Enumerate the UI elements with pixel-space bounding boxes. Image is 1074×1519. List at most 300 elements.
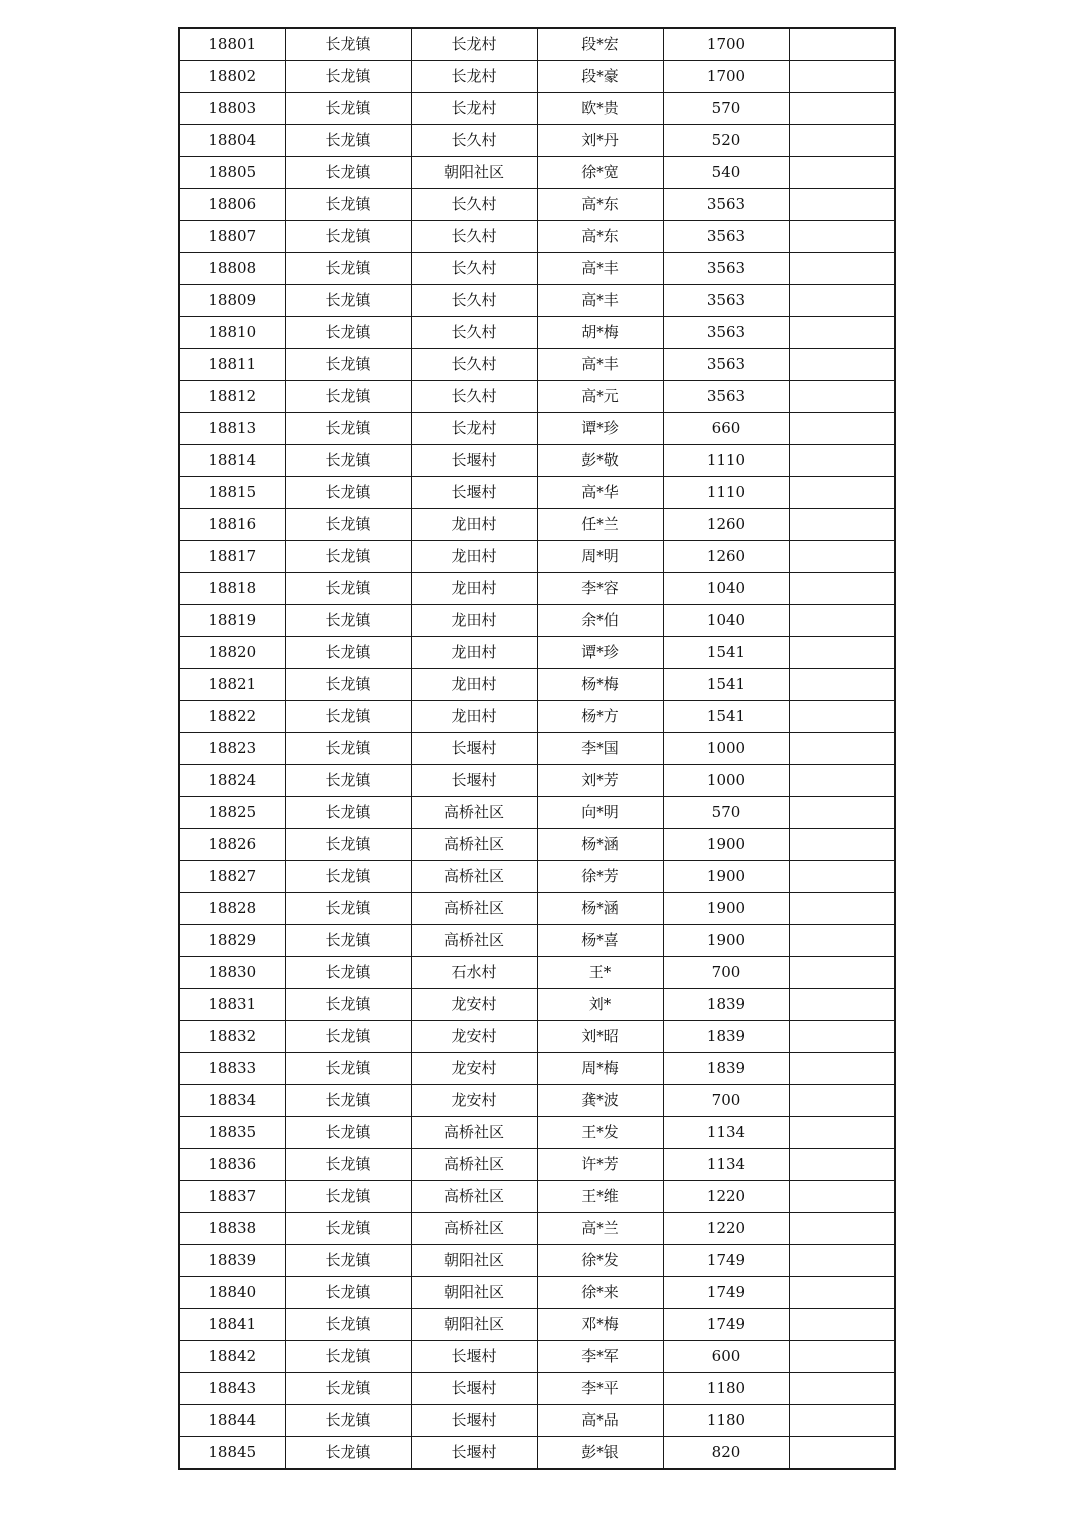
village-cell: 龙田村 xyxy=(411,605,537,637)
data-table xyxy=(178,27,896,1470)
table-row xyxy=(179,541,895,573)
town-cell: 长龙镇 xyxy=(285,1341,411,1373)
name-cell: 王*维 xyxy=(537,1181,663,1213)
town-cell: 长龙镇 xyxy=(285,765,411,797)
table-row xyxy=(179,957,895,989)
note-cell xyxy=(789,221,895,253)
town-cell: 长龙镇 xyxy=(285,509,411,541)
record-number-cell: 18832 xyxy=(179,1021,285,1053)
amount-cell: 1180 xyxy=(663,1373,789,1405)
name-cell: 余*伯 xyxy=(537,605,663,637)
note-cell xyxy=(789,573,895,605)
town-cell: 长龙镇 xyxy=(285,829,411,861)
town-cell: 长龙镇 xyxy=(285,1181,411,1213)
record-number-cell: 18837 xyxy=(179,1181,285,1213)
note-cell xyxy=(789,413,895,445)
record-number-cell: 18842 xyxy=(179,1341,285,1373)
note-cell xyxy=(789,893,895,925)
record-number-cell: 18834 xyxy=(179,1085,285,1117)
amount-cell: 520 xyxy=(663,125,789,157)
village-cell: 长堰村 xyxy=(411,1437,537,1470)
table-row xyxy=(179,1405,895,1437)
village-cell: 长龙村 xyxy=(411,93,537,125)
record-number-cell: 18807 xyxy=(179,221,285,253)
village-cell: 高桥社区 xyxy=(411,1213,537,1245)
village-cell: 龙安村 xyxy=(411,1053,537,1085)
name-cell: 刘*昭 xyxy=(537,1021,663,1053)
record-number-cell: 18801 xyxy=(179,28,285,61)
town-cell: 长龙镇 xyxy=(285,541,411,573)
name-cell: 向*明 xyxy=(537,797,663,829)
amount-cell: 1839 xyxy=(663,1053,789,1085)
town-cell: 长龙镇 xyxy=(285,317,411,349)
amount-cell: 1000 xyxy=(663,733,789,765)
note-cell xyxy=(789,1181,895,1213)
record-number-cell: 18824 xyxy=(179,765,285,797)
name-cell: 杨*涵 xyxy=(537,893,663,925)
village-cell: 长堰村 xyxy=(411,1341,537,1373)
town-cell: 长龙镇 xyxy=(285,605,411,637)
record-number-cell: 18821 xyxy=(179,669,285,701)
village-cell: 朝阳社区 xyxy=(411,1245,537,1277)
town-cell: 长龙镇 xyxy=(285,797,411,829)
note-cell xyxy=(789,1053,895,1085)
village-cell: 朝阳社区 xyxy=(411,1277,537,1309)
town-cell: 长龙镇 xyxy=(285,413,411,445)
amount-cell: 1260 xyxy=(663,509,789,541)
record-number-cell: 18814 xyxy=(179,445,285,477)
amount-cell: 3563 xyxy=(663,317,789,349)
record-number-cell: 18810 xyxy=(179,317,285,349)
amount-cell: 1134 xyxy=(663,1149,789,1181)
town-cell: 长龙镇 xyxy=(285,957,411,989)
name-cell: 李*容 xyxy=(537,573,663,605)
amount-cell: 1839 xyxy=(663,1021,789,1053)
record-number-cell: 18843 xyxy=(179,1373,285,1405)
note-cell xyxy=(789,733,895,765)
village-cell: 高桥社区 xyxy=(411,861,537,893)
record-number-cell: 18828 xyxy=(179,893,285,925)
village-cell: 长龙村 xyxy=(411,413,537,445)
table-row xyxy=(179,1117,895,1149)
table-row xyxy=(179,1341,895,1373)
note-cell xyxy=(789,541,895,573)
village-cell: 石水村 xyxy=(411,957,537,989)
name-cell: 欧*贵 xyxy=(537,93,663,125)
name-cell: 谭*珍 xyxy=(537,637,663,669)
village-cell: 龙安村 xyxy=(411,1021,537,1053)
table-row xyxy=(179,1245,895,1277)
village-cell: 龙田村 xyxy=(411,701,537,733)
amount-cell: 1900 xyxy=(663,861,789,893)
table-row xyxy=(179,61,895,93)
town-cell: 长龙镇 xyxy=(285,669,411,701)
name-cell: 彭*银 xyxy=(537,1437,663,1470)
table-row xyxy=(179,829,895,861)
table-row xyxy=(179,157,895,189)
name-cell: 高*丰 xyxy=(537,253,663,285)
amount-cell: 3563 xyxy=(663,381,789,413)
table-row xyxy=(179,797,895,829)
amount-cell: 3563 xyxy=(663,221,789,253)
record-number-cell: 18836 xyxy=(179,1149,285,1181)
amount-cell: 1700 xyxy=(663,61,789,93)
note-cell xyxy=(789,957,895,989)
village-cell: 高桥社区 xyxy=(411,829,537,861)
town-cell: 长龙镇 xyxy=(285,1117,411,1149)
village-cell: 长久村 xyxy=(411,125,537,157)
record-number-cell: 18823 xyxy=(179,733,285,765)
record-number-cell: 18845 xyxy=(179,1437,285,1470)
name-cell: 刘* xyxy=(537,989,663,1021)
table-row xyxy=(179,1053,895,1085)
table-row xyxy=(179,93,895,125)
note-cell xyxy=(789,445,895,477)
name-cell: 李*平 xyxy=(537,1373,663,1405)
amount-cell: 600 xyxy=(663,1341,789,1373)
record-number-cell: 18820 xyxy=(179,637,285,669)
name-cell: 段*豪 xyxy=(537,61,663,93)
record-number-cell: 18819 xyxy=(179,605,285,637)
table-row xyxy=(179,445,895,477)
amount-cell: 1220 xyxy=(663,1213,789,1245)
village-cell: 长久村 xyxy=(411,381,537,413)
name-cell: 高*品 xyxy=(537,1405,663,1437)
name-cell: 许*芳 xyxy=(537,1149,663,1181)
note-cell xyxy=(789,349,895,381)
town-cell: 长龙镇 xyxy=(285,1373,411,1405)
note-cell xyxy=(789,477,895,509)
amount-cell: 660 xyxy=(663,413,789,445)
amount-cell: 1541 xyxy=(663,637,789,669)
village-cell: 长堰村 xyxy=(411,477,537,509)
town-cell: 长龙镇 xyxy=(285,221,411,253)
amount-cell: 1220 xyxy=(663,1181,789,1213)
note-cell xyxy=(789,1149,895,1181)
record-number-cell: 18817 xyxy=(179,541,285,573)
village-cell: 高桥社区 xyxy=(411,1149,537,1181)
amount-cell: 1700 xyxy=(663,28,789,61)
record-number-cell: 18815 xyxy=(179,477,285,509)
table-row xyxy=(179,349,895,381)
note-cell xyxy=(789,61,895,93)
note-cell xyxy=(789,189,895,221)
amount-cell: 1040 xyxy=(663,605,789,637)
amount-cell: 1260 xyxy=(663,541,789,573)
table-row xyxy=(179,701,895,733)
amount-cell: 1110 xyxy=(663,445,789,477)
village-cell: 龙安村 xyxy=(411,1085,537,1117)
amount-cell: 570 xyxy=(663,797,789,829)
village-cell: 长久村 xyxy=(411,349,537,381)
town-cell: 长龙镇 xyxy=(285,445,411,477)
table-row xyxy=(179,413,895,445)
amount-cell: 700 xyxy=(663,1085,789,1117)
amount-cell: 1110 xyxy=(663,477,789,509)
record-number-cell: 18831 xyxy=(179,989,285,1021)
amount-cell: 1900 xyxy=(663,925,789,957)
note-cell xyxy=(789,605,895,637)
town-cell: 长龙镇 xyxy=(285,1021,411,1053)
record-number-cell: 18811 xyxy=(179,349,285,381)
table-row xyxy=(179,765,895,797)
record-number-cell: 18833 xyxy=(179,1053,285,1085)
town-cell: 长龙镇 xyxy=(285,285,411,317)
record-number-cell: 18827 xyxy=(179,861,285,893)
record-number-cell: 18830 xyxy=(179,957,285,989)
amount-cell: 1000 xyxy=(663,765,789,797)
table-row xyxy=(179,253,895,285)
note-cell xyxy=(789,1021,895,1053)
name-cell: 刘*芳 xyxy=(537,765,663,797)
village-cell: 朝阳社区 xyxy=(411,157,537,189)
table-row xyxy=(179,1085,895,1117)
name-cell: 高*兰 xyxy=(537,1213,663,1245)
table-row xyxy=(179,1181,895,1213)
table-row xyxy=(179,28,895,61)
note-cell xyxy=(789,1213,895,1245)
name-cell: 高*东 xyxy=(537,221,663,253)
amount-cell: 540 xyxy=(663,157,789,189)
table-body xyxy=(179,28,895,1469)
record-number-cell: 18804 xyxy=(179,125,285,157)
town-cell: 长龙镇 xyxy=(285,1213,411,1245)
table-row xyxy=(179,1149,895,1181)
name-cell: 周*梅 xyxy=(537,1053,663,1085)
village-cell: 长久村 xyxy=(411,221,537,253)
name-cell: 高*丰 xyxy=(537,349,663,381)
village-cell: 长久村 xyxy=(411,317,537,349)
amount-cell: 1749 xyxy=(663,1277,789,1309)
village-cell: 长堰村 xyxy=(411,1373,537,1405)
name-cell: 任*兰 xyxy=(537,509,663,541)
record-number-cell: 18825 xyxy=(179,797,285,829)
note-cell xyxy=(789,797,895,829)
village-cell: 高桥社区 xyxy=(411,797,537,829)
town-cell: 长龙镇 xyxy=(285,637,411,669)
amount-cell: 1749 xyxy=(663,1309,789,1341)
note-cell xyxy=(789,701,895,733)
note-cell xyxy=(789,28,895,61)
village-cell: 龙田村 xyxy=(411,637,537,669)
record-number-cell: 18840 xyxy=(179,1277,285,1309)
record-number-cell: 18844 xyxy=(179,1405,285,1437)
town-cell: 长龙镇 xyxy=(285,733,411,765)
name-cell: 徐*发 xyxy=(537,1245,663,1277)
note-cell xyxy=(789,669,895,701)
amount-cell: 700 xyxy=(663,957,789,989)
amount-cell: 3563 xyxy=(663,253,789,285)
record-number-cell: 18816 xyxy=(179,509,285,541)
note-cell xyxy=(789,637,895,669)
amount-cell: 1749 xyxy=(663,1245,789,1277)
town-cell: 长龙镇 xyxy=(285,125,411,157)
note-cell xyxy=(789,125,895,157)
town-cell: 长龙镇 xyxy=(285,349,411,381)
table-row xyxy=(179,733,895,765)
amount-cell: 1040 xyxy=(663,573,789,605)
amount-cell: 1541 xyxy=(663,669,789,701)
name-cell: 段*宏 xyxy=(537,28,663,61)
town-cell: 长龙镇 xyxy=(285,1277,411,1309)
record-number-cell: 18835 xyxy=(179,1117,285,1149)
name-cell: 彭*敬 xyxy=(537,445,663,477)
table-row xyxy=(179,189,895,221)
record-number-cell: 18806 xyxy=(179,189,285,221)
town-cell: 长龙镇 xyxy=(285,381,411,413)
village-cell: 龙安村 xyxy=(411,989,537,1021)
name-cell: 杨*喜 xyxy=(537,925,663,957)
name-cell: 杨*涵 xyxy=(537,829,663,861)
table-row xyxy=(179,605,895,637)
name-cell: 李*国 xyxy=(537,733,663,765)
record-number-cell: 18841 xyxy=(179,1309,285,1341)
note-cell xyxy=(789,861,895,893)
record-number-cell: 18812 xyxy=(179,381,285,413)
village-cell: 长久村 xyxy=(411,285,537,317)
record-number-cell: 18838 xyxy=(179,1213,285,1245)
village-cell: 龙田村 xyxy=(411,573,537,605)
name-cell: 徐*来 xyxy=(537,1277,663,1309)
table-row xyxy=(179,1309,895,1341)
amount-cell: 1541 xyxy=(663,701,789,733)
village-cell: 高桥社区 xyxy=(411,893,537,925)
table-row xyxy=(179,285,895,317)
note-cell xyxy=(789,1309,895,1341)
name-cell: 龚*波 xyxy=(537,1085,663,1117)
village-cell: 高桥社区 xyxy=(411,1117,537,1149)
town-cell: 长龙镇 xyxy=(285,189,411,221)
note-cell xyxy=(789,1117,895,1149)
town-cell: 长龙镇 xyxy=(285,1245,411,1277)
village-cell: 朝阳社区 xyxy=(411,1309,537,1341)
record-number-cell: 18803 xyxy=(179,93,285,125)
town-cell: 长龙镇 xyxy=(285,989,411,1021)
town-cell: 长龙镇 xyxy=(285,1149,411,1181)
village-cell: 龙田村 xyxy=(411,509,537,541)
table-row xyxy=(179,1437,895,1470)
table-row xyxy=(179,381,895,413)
record-number-cell: 18805 xyxy=(179,157,285,189)
town-cell: 长龙镇 xyxy=(285,61,411,93)
name-cell: 徐*芳 xyxy=(537,861,663,893)
town-cell: 长龙镇 xyxy=(285,93,411,125)
name-cell: 杨*梅 xyxy=(537,669,663,701)
name-cell: 高*东 xyxy=(537,189,663,221)
amount-cell: 1180 xyxy=(663,1405,789,1437)
amount-cell: 1900 xyxy=(663,829,789,861)
name-cell: 周*明 xyxy=(537,541,663,573)
name-cell: 杨*方 xyxy=(537,701,663,733)
table-row xyxy=(179,925,895,957)
table-row xyxy=(179,637,895,669)
note-cell xyxy=(789,285,895,317)
town-cell: 长龙镇 xyxy=(285,573,411,605)
name-cell: 胡*梅 xyxy=(537,317,663,349)
village-cell: 龙田村 xyxy=(411,669,537,701)
name-cell: 刘*丹 xyxy=(537,125,663,157)
village-cell: 高桥社区 xyxy=(411,925,537,957)
note-cell xyxy=(789,253,895,285)
note-cell xyxy=(789,1277,895,1309)
table-row xyxy=(179,893,895,925)
name-cell: 邓*梅 xyxy=(537,1309,663,1341)
town-cell: 长龙镇 xyxy=(285,1309,411,1341)
note-cell xyxy=(789,1245,895,1277)
village-cell: 长久村 xyxy=(411,189,537,221)
note-cell xyxy=(789,765,895,797)
name-cell: 王* xyxy=(537,957,663,989)
table-row xyxy=(179,477,895,509)
amount-cell: 820 xyxy=(663,1437,789,1470)
amount-cell: 1900 xyxy=(663,893,789,925)
town-cell: 长龙镇 xyxy=(285,253,411,285)
town-cell: 长龙镇 xyxy=(285,157,411,189)
table-row xyxy=(179,989,895,1021)
record-number-cell: 18808 xyxy=(179,253,285,285)
village-cell: 长堰村 xyxy=(411,733,537,765)
record-number-cell: 18818 xyxy=(179,573,285,605)
name-cell: 王*发 xyxy=(537,1117,663,1149)
town-cell: 长龙镇 xyxy=(285,893,411,925)
amount-cell: 3563 xyxy=(663,189,789,221)
record-number-cell: 18802 xyxy=(179,61,285,93)
village-cell: 长堰村 xyxy=(411,1405,537,1437)
note-cell xyxy=(789,1085,895,1117)
record-number-cell: 18826 xyxy=(179,829,285,861)
table-row xyxy=(179,317,895,349)
note-cell xyxy=(789,157,895,189)
town-cell: 长龙镇 xyxy=(285,1085,411,1117)
amount-cell: 1134 xyxy=(663,1117,789,1149)
amount-cell: 3563 xyxy=(663,285,789,317)
table-row xyxy=(179,861,895,893)
amount-cell: 570 xyxy=(663,93,789,125)
village-cell: 长堰村 xyxy=(411,765,537,797)
town-cell: 长龙镇 xyxy=(285,861,411,893)
name-cell: 高*华 xyxy=(537,477,663,509)
village-cell: 长堰村 xyxy=(411,445,537,477)
note-cell xyxy=(789,1341,895,1373)
name-cell: 高*元 xyxy=(537,381,663,413)
table-row xyxy=(179,1373,895,1405)
table-row xyxy=(179,1021,895,1053)
village-cell: 长久村 xyxy=(411,253,537,285)
town-cell: 长龙镇 xyxy=(285,477,411,509)
town-cell: 长龙镇 xyxy=(285,1437,411,1470)
table-row xyxy=(179,1277,895,1309)
note-cell xyxy=(789,509,895,541)
note-cell xyxy=(789,317,895,349)
town-cell: 长龙镇 xyxy=(285,701,411,733)
name-cell: 高*丰 xyxy=(537,285,663,317)
record-number-cell: 18809 xyxy=(179,285,285,317)
amount-cell: 1839 xyxy=(663,989,789,1021)
name-cell: 徐*宽 xyxy=(537,157,663,189)
note-cell xyxy=(789,1437,895,1470)
record-number-cell: 18822 xyxy=(179,701,285,733)
table-row xyxy=(179,509,895,541)
village-cell: 长龙村 xyxy=(411,28,537,61)
note-cell xyxy=(789,925,895,957)
table-row xyxy=(179,221,895,253)
note-cell xyxy=(789,1373,895,1405)
table-row xyxy=(179,125,895,157)
note-cell xyxy=(789,989,895,1021)
town-cell: 长龙镇 xyxy=(285,925,411,957)
name-cell: 谭*珍 xyxy=(537,413,663,445)
name-cell: 李*军 xyxy=(537,1341,663,1373)
